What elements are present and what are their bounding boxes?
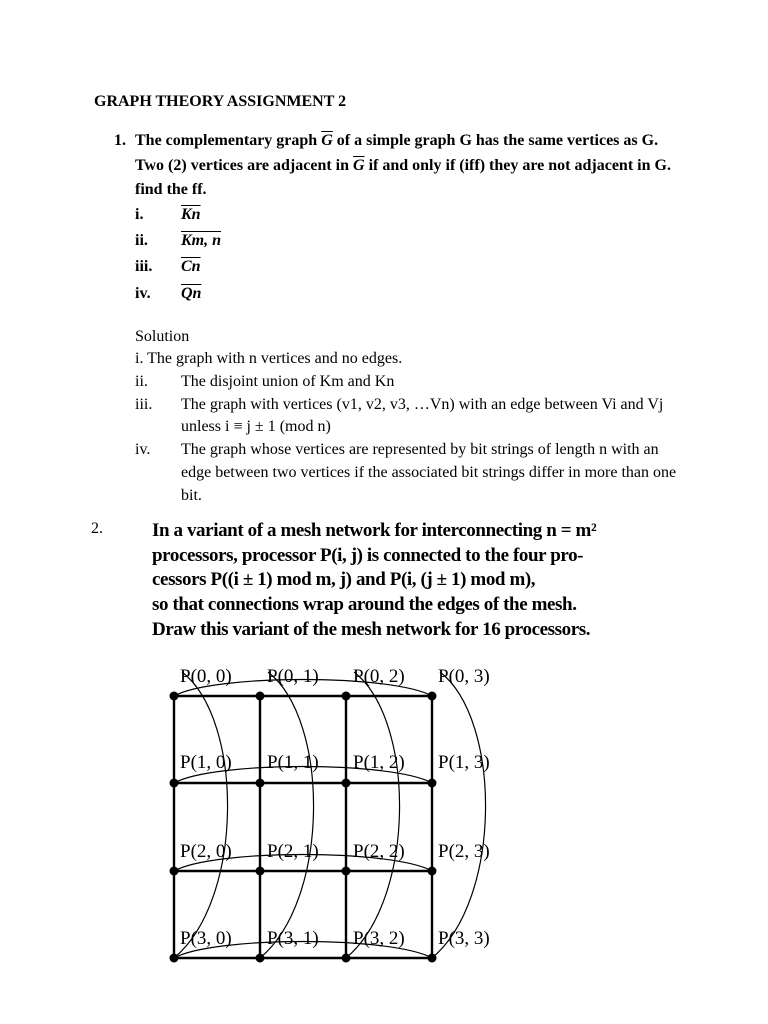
processor-node [428, 692, 437, 701]
q1-item-expr: $\overline{Cn}$ [181, 258, 201, 275]
mesh-label: P(2, 0) [180, 841, 232, 862]
q2-line2: processors, processor P(i, j) is connected to the four pro- [152, 545, 584, 566]
solution-item: edge between two vertices if the associated bit strings differ in more than one [181, 464, 677, 481]
mesh-label: P(1, 0) [180, 752, 232, 773]
mesh-label: P(0, 0) [180, 666, 232, 687]
mesh-label: P(3, 2) [353, 928, 405, 949]
q1-item-expr: $\overline{Kn}$ [181, 206, 201, 223]
q1-line2-text-a: Two (2) vertices are adjacent in [135, 157, 354, 174]
processor-node [256, 692, 265, 701]
q2-number: 2. [91, 520, 103, 537]
processor-node [170, 779, 179, 788]
wrap-arcs [174, 672, 486, 958]
solution-item: bit. [181, 487, 202, 504]
page-title: GRAPH THEORY ASSIGNMENT 2 [94, 93, 347, 110]
processor-node [428, 779, 437, 788]
q1-item-label: i. [135, 206, 144, 223]
grid-lines [174, 693, 432, 958]
processor-node [342, 692, 351, 701]
g-complement-symbol: $\overline{G}$ [353, 157, 365, 174]
solution-item: The graph with vertices (v1, v2, v3, …Vn) with an edge between Vi and Vj [181, 396, 664, 413]
q1-line1-text-b: of a simple graph G has the same vertices as G. [332, 132, 659, 149]
mesh-label: P(2, 3) [438, 841, 490, 862]
processor-node [256, 779, 265, 788]
mesh-label: P(0, 3) [438, 666, 490, 687]
mesh-label: P(1, 1) [267, 752, 319, 773]
processor-node [342, 954, 351, 963]
processor-node [170, 692, 179, 701]
processor-node [342, 867, 351, 876]
solution-label: iii. [135, 396, 153, 413]
q1-item-expr: Km, n [181, 232, 222, 249]
q1-number: 1. [114, 132, 126, 149]
solution-item: unless i ≡ j ± 1 (mod n) [181, 418, 331, 435]
processor-node [428, 867, 437, 876]
mesh-label: P(2, 2) [353, 841, 405, 862]
q1-line2-text-b: if and only if (iff) they are not adjacent in G. [364, 157, 671, 174]
q2-line3: cessors P((i ± 1) mod m, j) and P(i, (j ± 1) mod m), [152, 569, 536, 590]
nodes [170, 692, 437, 963]
q1-item-expr: $\overline{Qn}$ [181, 285, 202, 302]
wrap-arc-vertical [346, 672, 400, 958]
mesh-label: P(1, 2) [353, 752, 405, 773]
q1-item-label: ii. [135, 232, 148, 249]
wrap-arc-vertical [260, 672, 314, 958]
q1-item-label: iii. [135, 258, 153, 275]
mesh-label: P(3, 0) [180, 928, 232, 949]
g-complement-symbol: $\overline{G}$ [321, 132, 333, 149]
q1-line1-text-a: The complementary graph [135, 132, 322, 149]
solution-heading: Solution [135, 328, 190, 345]
mesh-label: P(1, 3) [438, 752, 490, 773]
mesh-label: P(3, 1) [267, 928, 319, 949]
solution-label: iv. [135, 441, 151, 458]
q2-line4: so that connections wrap around the edges of the mesh. [152, 594, 577, 615]
wrap-arc-vertical [432, 672, 486, 958]
processor-node [428, 954, 437, 963]
processor-node [256, 954, 265, 963]
solution-item: The disjoint union of Km and Kn [181, 373, 395, 390]
q1-line3: find the ff. [135, 181, 207, 198]
wrap-arc-vertical [174, 672, 228, 958]
mesh-label: P(0, 2) [353, 666, 405, 687]
processor-node [170, 954, 179, 963]
processor-node [342, 779, 351, 788]
q2-line1: In a variant of a mesh network for interconnecting n = m² [152, 520, 597, 541]
mesh-label: P(3, 3) [438, 928, 490, 949]
processor-node [256, 867, 265, 876]
processor-node [170, 867, 179, 876]
solution-label: ii. [135, 373, 148, 390]
mesh-label: P(2, 1) [267, 841, 319, 862]
mesh-label: P(0, 1) [267, 666, 319, 687]
solution-item: The graph whose vertices are represented by bit strings of length n with an [181, 441, 659, 458]
solution-item: i. The graph with n vertices and no edges. [135, 350, 403, 367]
q2-line5: Draw this variant of the mesh network for 16 processors. [152, 619, 591, 640]
q1-item-label: iv. [135, 285, 151, 302]
